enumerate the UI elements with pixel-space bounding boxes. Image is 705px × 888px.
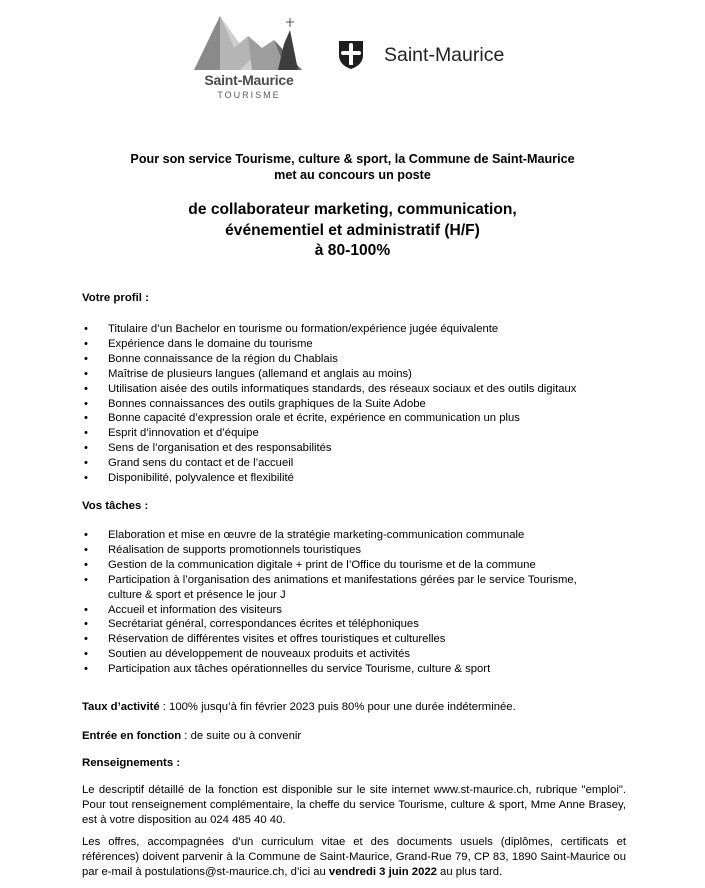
taches-list-item: • Soutien au développement de nouveaux produits et activités bbox=[82, 647, 612, 662]
cross-shield-icon bbox=[338, 40, 364, 70]
profil-list-item: • Bonne connaissance de la région du Chablais bbox=[82, 352, 622, 367]
commune-logo-name: Saint-Maurice bbox=[384, 43, 505, 66]
profil-section-title: Votre profil : bbox=[82, 292, 149, 304]
intro-text bbox=[40, 152, 665, 183]
profil-list-item: • Bonnes connaissances des outils graphiques de la Suite Adobe bbox=[82, 397, 622, 412]
intro-line-2: met au concours un poste bbox=[274, 167, 431, 182]
taches-list bbox=[82, 528, 612, 677]
entree-text: : de suite ou à convenir bbox=[181, 730, 302, 742]
offres-text-after: au plus tard. bbox=[436, 866, 503, 878]
profil-list-item: • Esprit d’innovation et d’équipe bbox=[82, 426, 622, 441]
job-title-line-1: de collaborateur marketing, communication, bbox=[188, 201, 517, 218]
entree-label: Entrée en fonction bbox=[82, 730, 182, 742]
taux-label: Taux d’activité bbox=[82, 701, 160, 713]
intro-line-1: Pour son service Tourisme, culture & sport, la Commune de Saint-Maurice bbox=[130, 152, 575, 166]
renseignements-title: Renseignements : bbox=[82, 757, 181, 769]
taches-list-item: • Réservation de différentes visites et offres touristiques et culturelles bbox=[82, 632, 612, 647]
taches-list-item: • Gestion de la communication digitale + print de l’Office du tourisme et de la commune bbox=[82, 558, 612, 573]
taches-list-item: • Accueil et information des visiteurs bbox=[82, 603, 612, 618]
profil-list bbox=[82, 322, 622, 486]
saint-maurice-tourisme-logo bbox=[190, 14, 308, 102]
tourisme-logo-brand: Saint-Maurice bbox=[204, 72, 294, 88]
offres-paragraph bbox=[82, 835, 626, 880]
job-title bbox=[40, 200, 665, 262]
tourisme-logo-subtitle: TOURISME bbox=[217, 90, 281, 100]
profil-list-item: • Sens de l’organisation et des responsabilités bbox=[82, 441, 622, 456]
taux-text: : 100% jusqu’à fin février 2023 puis 80% pour une durée indéterminée. bbox=[159, 701, 516, 713]
profil-list-item: • Maîtrise de plusieurs langues (allemand et anglais au moins) bbox=[82, 367, 622, 382]
profil-list-item: • Grand sens du contact et de l’accueil bbox=[82, 456, 622, 471]
job-title-line-3: à 80-100% bbox=[314, 242, 391, 259]
taches-list-item: • Elaboration et mise en œuvre de la stratégie marketing-communication communale bbox=[82, 528, 612, 543]
entree-en-fonction bbox=[82, 729, 626, 744]
profil-list-item: • Disponibilité, polyvalence et flexibilité bbox=[82, 471, 622, 486]
offres-deadline: vendredi 3 juin 2022 bbox=[328, 866, 437, 878]
profil-list-item: • Utilisation aisée des outils informatiques standards, des réseaux sociaux et des outils digitaux bbox=[82, 382, 622, 397]
taux-activite bbox=[82, 700, 626, 715]
offres-text-before: Les offres, accompagnées d’un curriculum vitae et des documents usuels (diplômes, certificats et références) doivent parvenir à la Commune de Saint-Maurice, Grand-Rue 79, CP 83, 1890 Saint-Maurice ou par e-mail à postulations@st-maurice.ch, d’ici au bbox=[82, 836, 626, 878]
renseignements-paragraph: Le descriptif détaillé de la fonction est disponible sur le site internet www.st-maurice.ch, rubrique "emploi". Pour tout renseignement complémentaire, la cheffe du service Tourisme, culture & sport, Mme Anne Brasey, est à votre disposition au 024 485 40 40. bbox=[82, 784, 626, 826]
mountain-logo-icon bbox=[190, 14, 308, 74]
taches-list-item: • Réalisation de supports promotionnels touristiques bbox=[82, 543, 612, 558]
commune-logo bbox=[338, 38, 504, 72]
profil-list-item: • Expérience dans le domaine du tourisme bbox=[82, 337, 622, 352]
job-title-line-2: événementiel et administratif (H/F) bbox=[225, 221, 480, 239]
profil-list-item: • Titulaire d’un Bachelor en tourisme ou formation/expérience jugée équivalente bbox=[82, 322, 622, 337]
taches-section-title: Vos tâches : bbox=[82, 500, 149, 512]
profil-list-item: • Bonne capacité d’expression orale et écrite, expérience en communication un plus bbox=[82, 411, 622, 426]
taches-list-item: • Participation à l’organisation des animations et manifestations gérées par le service Tourisme, culture & sport et présence le jour J bbox=[82, 573, 612, 603]
taches-list-item: • Participation aux tâches opérationnelles du service Tourisme, culture & sport bbox=[82, 662, 612, 677]
taches-list-item: • Secrétariat général, correspondances écrites et téléphoniques bbox=[82, 617, 612, 632]
